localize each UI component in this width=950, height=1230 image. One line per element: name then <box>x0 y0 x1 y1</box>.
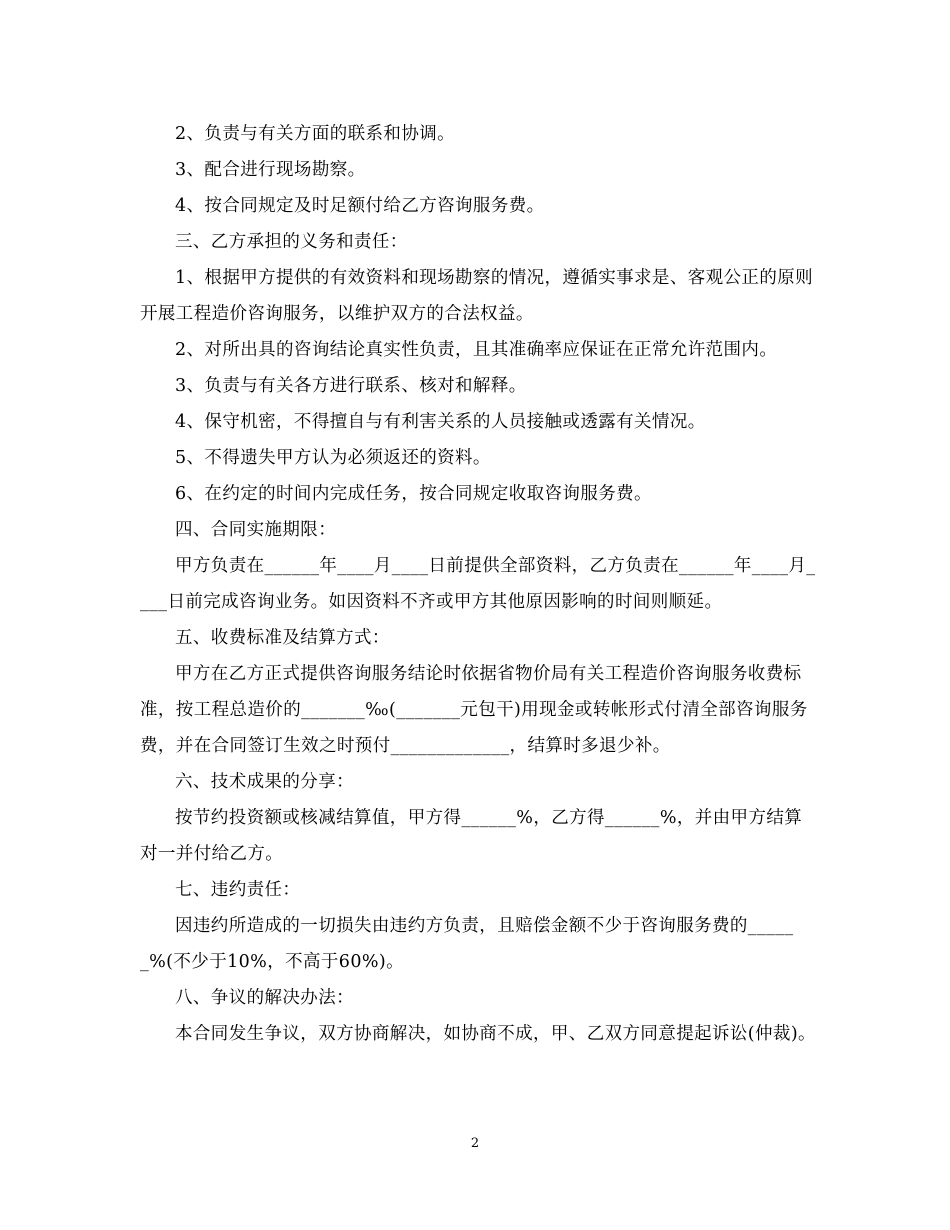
section-heading: 六、技术成果的分享： <box>175 772 354 792</box>
paragraph: 按节约投资额或核减结算值，甲方得______%，乙方得______%，并由甲方结算对一并付给乙方。 <box>140 808 803 864</box>
paragraph: 甲方在乙方正式提供咨询服务结论时依据省物价局有关工程造价咨询服务收费标准，按工程总造价的_______‰(_______元包干)用现金或转帐形式付清全部咨询服务费，并在合同签订生效之时预付_____________，结算时多退少补。 <box>140 664 808 756</box>
paragraph: 3、配合进行现场勘察。 <box>175 160 366 180</box>
paragraph: 因违约所造成的一切损失由违约方负责，且赔偿金额不少于咨询服务费的______%(不少于10%，不高于60%)。 <box>140 916 794 972</box>
paragraph: 3、负责与有关各方进行联系、核对和解释。 <box>175 376 527 396</box>
section-heading: 五、收费标准及结算方式： <box>175 628 390 648</box>
document-body <box>140 116 816 1052</box>
page-number: 2 <box>470 1136 480 1151</box>
section-heading: 八、争议的解决办法： <box>175 988 354 1008</box>
paragraph: 6、在约定的时间内完成任务，按合同规定收取咨询服务费。 <box>175 484 652 504</box>
section-heading: 四、合同实施期限： <box>175 520 337 540</box>
paragraph: 4、按合同规定及时足额付给乙方咨询服务费。 <box>175 196 545 216</box>
section-heading: 三、乙方承担的义务和责任： <box>175 232 408 252</box>
paragraph: 甲方负责在______年____月____日前提供全部资料，乙方负责在______年____月____日前完成咨询业务。如因资料不齐或甲方其他原因影响的时间则顺延。 <box>140 556 816 612</box>
paragraph: 2、负责与有关方面的联系和协调。 <box>175 124 456 144</box>
paragraph: 4、保守机密，不得擅自与有利害关系的人员接触或透露有关情况。 <box>175 412 706 432</box>
paragraph: 5、不得遗失甲方认为必须返还的资料。 <box>175 448 491 468</box>
section-heading: 七、违约责任： <box>175 880 301 900</box>
paragraph: 2、对所出具的咨询结论真实性负责，且其准确率应保证在正常允许范围内。 <box>175 340 778 360</box>
paragraph: 本合同发生争议，双方协商解决，如协商不成，甲、乙双方同意提起诉讼(仲裁)。 <box>175 1024 816 1044</box>
paragraph: 1、根据甲方提供的有效资料和现场勘察的情况，遵循实事求是、客观公正的原则开展工程造价咨询服务，以维护双方的合法权益。 <box>140 268 814 324</box>
